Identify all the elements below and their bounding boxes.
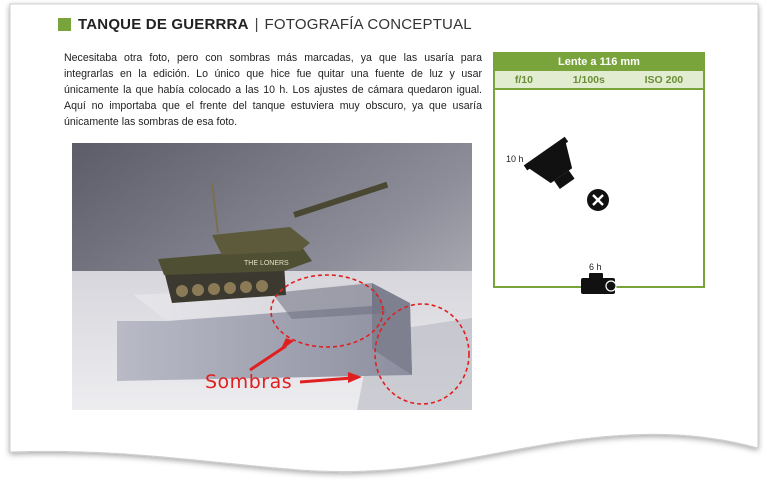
softbox-light-icon — [523, 130, 585, 200]
iso-value: ISO 200 — [644, 73, 684, 86]
lighting-diagram — [495, 90, 703, 286]
header-accent-square — [58, 18, 71, 31]
tank-marking: THE LONERS — [244, 260, 289, 267]
page-title: TANQUE DE GUERRRA — [78, 16, 249, 33]
light-position-label: 10 h — [506, 154, 524, 164]
camera-settings-row — [495, 71, 703, 90]
sombras-annotation: Sombras — [205, 371, 293, 393]
camera-icon — [577, 272, 619, 296]
tank-photo — [72, 143, 472, 410]
lens-title: Lente a 116 mm — [495, 54, 703, 71]
page-header — [58, 16, 472, 33]
camera-position-label: 6 h — [589, 262, 602, 272]
lens-settings-panel — [493, 52, 705, 288]
title-separator: | — [254, 16, 259, 33]
aperture-value: f/10 — [514, 73, 533, 86]
body-paragraph: Necesitaba otra foto, pero con sombras más marcadas, ya que las usaría para integrarlas en la edición. Lo único que hice fue quitar una fuente de luz y usar únicamente la que había colocado a las 10 h. Los ajustes de cámara quedaron igual. Aquí no importaba que el frente del tanque estuviera muy obscuro, ya que usaría únicamente las sombras de esa foto. — [64, 52, 482, 128]
shutter-value: 1/100s — [572, 73, 605, 86]
page-subtitle: FOTOGRAFÍA CONCEPTUAL — [264, 16, 472, 33]
subject-marker-icon — [586, 188, 610, 212]
